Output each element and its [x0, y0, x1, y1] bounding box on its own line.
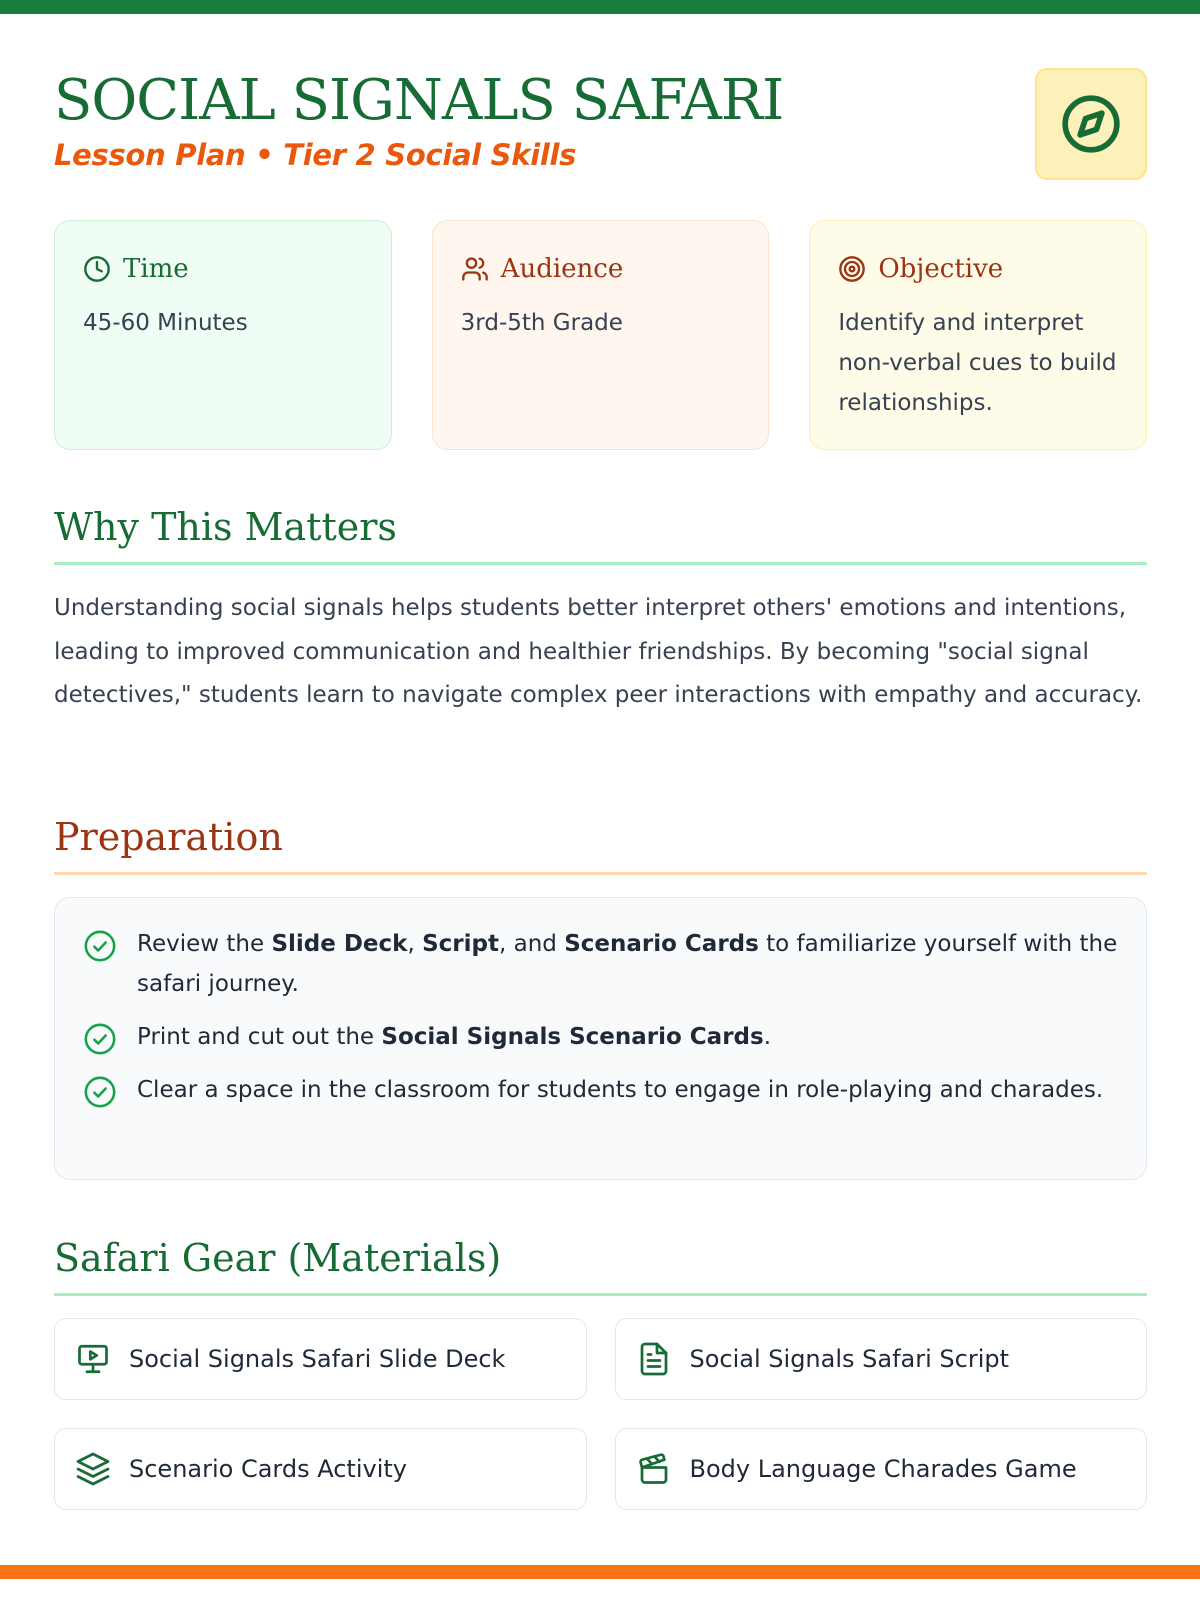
materials-section-divider	[54, 1293, 1147, 1296]
preparation-item-text	[137, 1017, 771, 1057]
bold-text: Script	[422, 931, 499, 957]
preparation-item	[83, 1070, 1118, 1110]
text-span: Clear a space in the classroom for students to engage in role-playing and charades.	[137, 1077, 1104, 1103]
preparation-item-text	[137, 924, 1118, 1004]
time-card	[54, 220, 392, 450]
bold-text: Slide Deck	[271, 931, 408, 957]
material-item-charades-game[interactable]	[615, 1428, 1148, 1510]
material-label: Social Signals Safari Script	[689, 1345, 1010, 1373]
bold-text: Social Signals Scenario Cards	[381, 1024, 764, 1050]
audience-card	[432, 220, 770, 450]
text-span: to familiarize yourself with the safari journey.	[137, 931, 1118, 997]
users-icon	[461, 255, 489, 283]
time-card-value: 45-60 Minutes	[83, 310, 248, 336]
preparation-item-text	[137, 1070, 1103, 1110]
why-section-title: Why This Matters	[54, 505, 397, 549]
check-circle-icon	[83, 1022, 117, 1056]
target-icon	[838, 255, 866, 283]
material-item-scenario-cards[interactable]	[54, 1428, 587, 1510]
document-icon	[636, 1341, 672, 1377]
compass-badge	[1035, 68, 1147, 180]
page-title: SOCIAL SIGNALS SAFARI	[54, 68, 784, 133]
check-circle-icon	[83, 929, 117, 963]
material-label: Social Signals Safari Slide Deck	[129, 1345, 506, 1373]
preparation-section-title: Preparation	[54, 815, 283, 859]
page-subtitle: Lesson Plan • Tier 2 Social Skills	[54, 138, 577, 172]
preparation-checklist	[54, 897, 1147, 1180]
objective-card-header	[838, 249, 1118, 289]
clock-icon	[83, 255, 111, 283]
check-circle-icon	[83, 1075, 117, 1109]
text-span: ,	[407, 931, 423, 957]
page-header	[54, 62, 1147, 182]
time-card-title: Time	[123, 254, 189, 284]
audience-card-value: 3rd-5th Grade	[460, 310, 623, 336]
why-section-divider	[54, 562, 1147, 565]
bold-text: Scenario Cards	[564, 931, 759, 957]
preparation-section-divider	[54, 872, 1147, 875]
top-accent-bar	[0, 0, 1200, 14]
preparation-item	[83, 1017, 1118, 1057]
materials-grid	[54, 1318, 1147, 1510]
material-item-script[interactable]	[615, 1318, 1148, 1400]
text-span: Print and cut out the	[137, 1024, 382, 1050]
clapperboard-icon	[636, 1451, 672, 1487]
bottom-accent-bar	[0, 1565, 1200, 1579]
text-span: , and	[498, 931, 565, 957]
material-label: Body Language Charades Game	[689, 1455, 1077, 1483]
audience-card-title: Audience	[500, 254, 624, 284]
compass-icon	[1060, 93, 1122, 155]
materials-section-title: Safari Gear (Materials)	[54, 1236, 502, 1280]
material-item-slide-deck[interactable]	[54, 1318, 587, 1400]
time-card-header	[83, 249, 363, 289]
material-label: Scenario Cards Activity	[129, 1455, 407, 1483]
preparation-item	[83, 924, 1118, 1004]
why-section-text: Understanding social signals helps students better interpret others' emotions and intentions, leading to improved communication and healthier friendships. By becoming "social signal detectives," students learn to navigate complex peer interactions with empathy and accuracy.	[54, 595, 1143, 708]
objective-card	[809, 220, 1147, 450]
text-span: .	[763, 1024, 772, 1050]
objective-card-title: Objective	[878, 254, 1004, 284]
info-cards	[54, 220, 1147, 450]
presentation-icon	[75, 1341, 111, 1377]
text-span: Review the	[137, 931, 272, 957]
objective-card-value: Identify and interpret non-verbal cues to build relationships.	[838, 310, 1117, 416]
layers-icon	[75, 1451, 111, 1487]
audience-card-header	[461, 249, 741, 289]
